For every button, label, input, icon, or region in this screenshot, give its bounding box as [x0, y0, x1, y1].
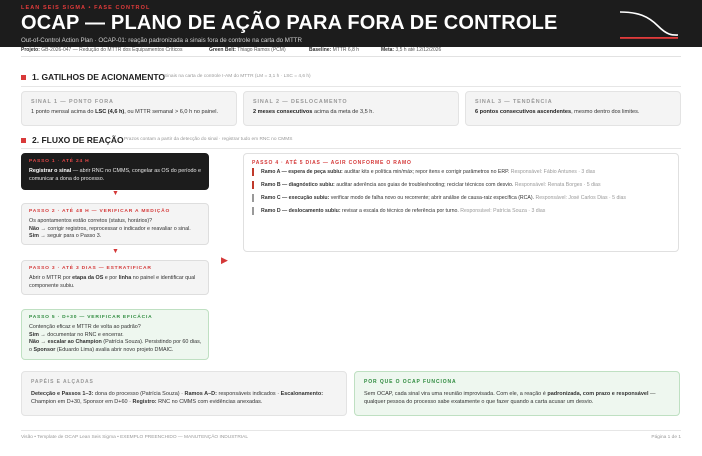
section-marker-icon [21, 138, 26, 143]
step-text: Contenção eficaz e MTTR de volta ao padrão? Sim → documentar no RNC e encerrar. Não → escalar ao Champion (Patrícia Souza). Persistindo por 60 dias, o Sponsor (Eduardo Lima) avalia abrir novo projeto DMAIC. [29, 324, 202, 353]
step-text: Registrar o sinal — abrir RNC no CMMS, congelar as OS do período e comunicar a dona do processo. [29, 168, 201, 182]
branch-bar [252, 168, 254, 176]
curve-logo-icon [618, 6, 680, 40]
signal-text: 2 meses consecutivos acima da meta de 3,5 h. [253, 109, 374, 115]
section-2-note: Prazos contam a partir da detecção do sinal · registrar tudo em RNC no CMMS [124, 137, 293, 142]
roles-label: PAPÉIS E ALÇADAS [31, 379, 94, 385]
step-text: Abrir o MTTR por etapa da OS e por linha no painel e identificar qual componente subiu. [29, 275, 196, 289]
step-1-card [21, 153, 209, 190]
footer [21, 435, 681, 440]
step-text: Os apontamentos estão corretos (status, horários)? Não → corrigir registros, reprocessar o indicador e reavaliar o sinal. Sim → seguir para o Passo 3. [29, 218, 191, 240]
page-subtitle: Out-of-Control Action Plan · OCAP-01: reação padronizada a sinais fora de controle na carta do MTTR [21, 37, 302, 44]
arrow-down-icon: ▼ [112, 248, 119, 255]
step-label: PASSO 5 · D+30 — VERIFICAR EFICÁCIA [29, 315, 153, 320]
header-banner [0, 0, 702, 47]
meta-label: Meta: [381, 47, 395, 53]
section-2-heading [21, 136, 681, 146]
belt-label: Green Belt: [209, 47, 236, 53]
divider [21, 86, 681, 87]
divider [21, 148, 681, 149]
step-4-card: PASSO 4 · ATÉ 5 DIAS — AGIR CONFORME O RAMO Ramo A — espera de peça subiu: auditar kits e política min/máx; repor itens e corrigir parâmetros no ERP. Responsável: Fábio Antunes · 3 dias Ramo B — diagnóstico subiu: auditar aderência aos guias de troubleshooting; reciclar técnicos com desvio. Responsável: Renata Borges · 5 dias Ramo C — execução subiu: verificar modo de falha novo ou recorrente; abrir análise de causa-raiz específica (RCA). Responsável: José Carlos Dias · 5 dias Ramo D — deslocamento subiu: revisar a escala do técnico de referência por turno. Responsável: Patrícia Souza · 3 dias [243, 153, 679, 252]
section-2-title: 2. FLUXO DE REAÇÃO [32, 135, 124, 145]
baseline-value: MTTR 6,8 h [332, 47, 360, 53]
arrow-right-icon: ▶ [221, 255, 228, 265]
why-card [354, 371, 680, 416]
arrow-down-icon: ▼ [112, 190, 119, 197]
step-label: PASSO 1 · ATÉ 24 H [29, 159, 90, 164]
why-text: Sem OCAP, cada sinal vira uma reunião improvisada. Com ele, a reação é padronizada, com prazo e responsável — qualquer pessoa do processo sabe exatamente o que fazer quando a carta acusar um desvio. [364, 391, 656, 406]
signal-label: SINAL 2 — DESLOCAMENTO [253, 99, 348, 105]
branch-bar [252, 181, 254, 189]
step-label: PASSO 4 · ATÉ 5 DIAS — AGIR CONFORME O RAMO [252, 160, 412, 166]
step-5-card [21, 309, 209, 360]
section-1-heading [21, 73, 681, 83]
signal-text: 1 ponto mensal acima do LSC (4,6 h), ou MTTR semanal > 6,0 h no painel. [31, 109, 219, 115]
kicker: LEAN SEIS SIGMA • FASE CONTROL [21, 5, 151, 11]
step-2-card [21, 203, 209, 245]
section-marker-icon [21, 75, 26, 80]
divider [21, 56, 681, 57]
belt-value: Thiago Ramos (PCM) [237, 47, 286, 53]
baseline-label: Baseline: [309, 47, 332, 53]
page-title: OCAP — PLANO DE AÇÃO PARA FORA DE CONTROLE [21, 12, 558, 34]
branch-bar [252, 207, 254, 215]
branch-bar [252, 194, 254, 202]
section-1-note: Sinais na carta de controle I-AM do MTTR (LM = 3,1 h · LSC = 4,6 h) [164, 74, 311, 79]
step-3-card [21, 260, 209, 295]
divider [21, 430, 681, 431]
signal-card-3 [465, 91, 681, 126]
roles-card [21, 371, 347, 416]
page-number: Página 1 de 1 [651, 435, 681, 440]
projeto-value: GB-2026-047 — Redução do MTTR dos Equipamentos Críticos [41, 47, 183, 53]
why-label: POR QUE O OCAP FUNCIONA [364, 379, 457, 385]
projeto-label: Projeto: [21, 47, 40, 53]
project-meta [21, 47, 681, 56]
meta-value: 3,5 h até 12/12/2026 [395, 47, 442, 53]
roles-text: Detecção e Passos 1–3: dona do processo (Patrícia Souza) · Ramos A–D: responsáveis indicados · Escalonamento: Champion em D+30, Sponsor em D+60 · Registro: RNC no CMMS com evidências anexadas. [31, 391, 324, 406]
signal-card-2 [243, 91, 459, 126]
footer-left: Visão • Template de OCAP Lean Seis Sigma • EXEMPLO PREENCHIDO — MANUTENÇÃO INDUSTRIAL [21, 435, 249, 440]
signal-label: SINAL 3 — TENDÊNCIA [475, 99, 553, 105]
step-label: PASSO 3 · ATÉ 3 DIAS — ESTRATIFICAR [29, 266, 152, 271]
signal-card-1 [21, 91, 237, 126]
signal-label: SINAL 1 — PONTO FORA [31, 99, 114, 105]
section-1-title: 1. GATILHOS DE ACIONAMENTO [32, 72, 166, 82]
step-label: PASSO 2 · ATÉ 48 H — VERIFICAR A MEDIÇÃO [29, 209, 171, 214]
signal-text: 6 pontos consecutivos ascendentes, mesmo dentro dos limites. [475, 109, 640, 115]
